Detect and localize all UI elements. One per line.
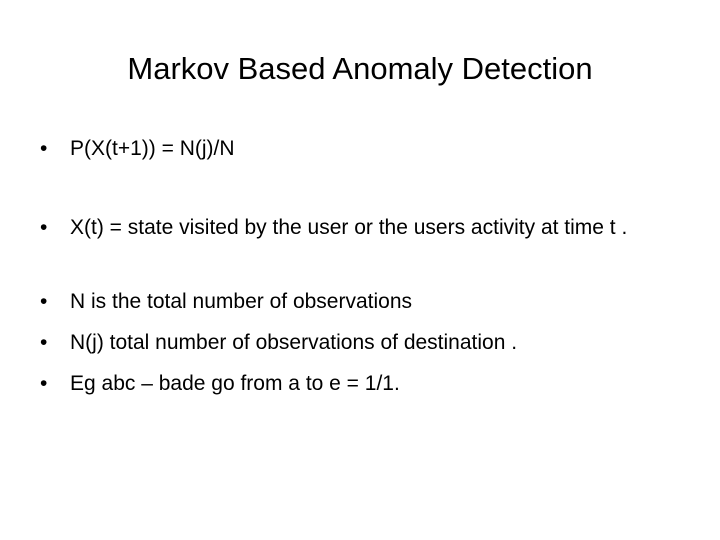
slide-title: Markov Based Anomaly Detection	[127, 51, 593, 86]
bullet-text: N(j) total number of observations of destination .	[70, 331, 518, 354]
bullet-dot-icon: •	[40, 290, 48, 313]
bullet-item	[40, 133, 690, 164]
bullet-item	[40, 327, 690, 358]
bullet-dot-icon: •	[40, 216, 48, 239]
bullet-text: Eg abc – bade go from a to e = 1/1.	[70, 372, 400, 395]
bullet-text: N is the total number of observations	[70, 290, 413, 313]
bullet-item	[40, 368, 690, 399]
bullet-text: P(X(t+1)) = N(j)/N	[70, 137, 235, 160]
bullet-dot-icon: •	[40, 372, 48, 395]
bullet-item	[40, 286, 690, 317]
bullet-item	[40, 212, 690, 243]
bullet-text: X(t) = state visited by the user or the users activity at time t .	[70, 216, 628, 239]
bullet-dot-icon: •	[40, 331, 48, 354]
bullet-dot-icon: •	[40, 137, 48, 160]
